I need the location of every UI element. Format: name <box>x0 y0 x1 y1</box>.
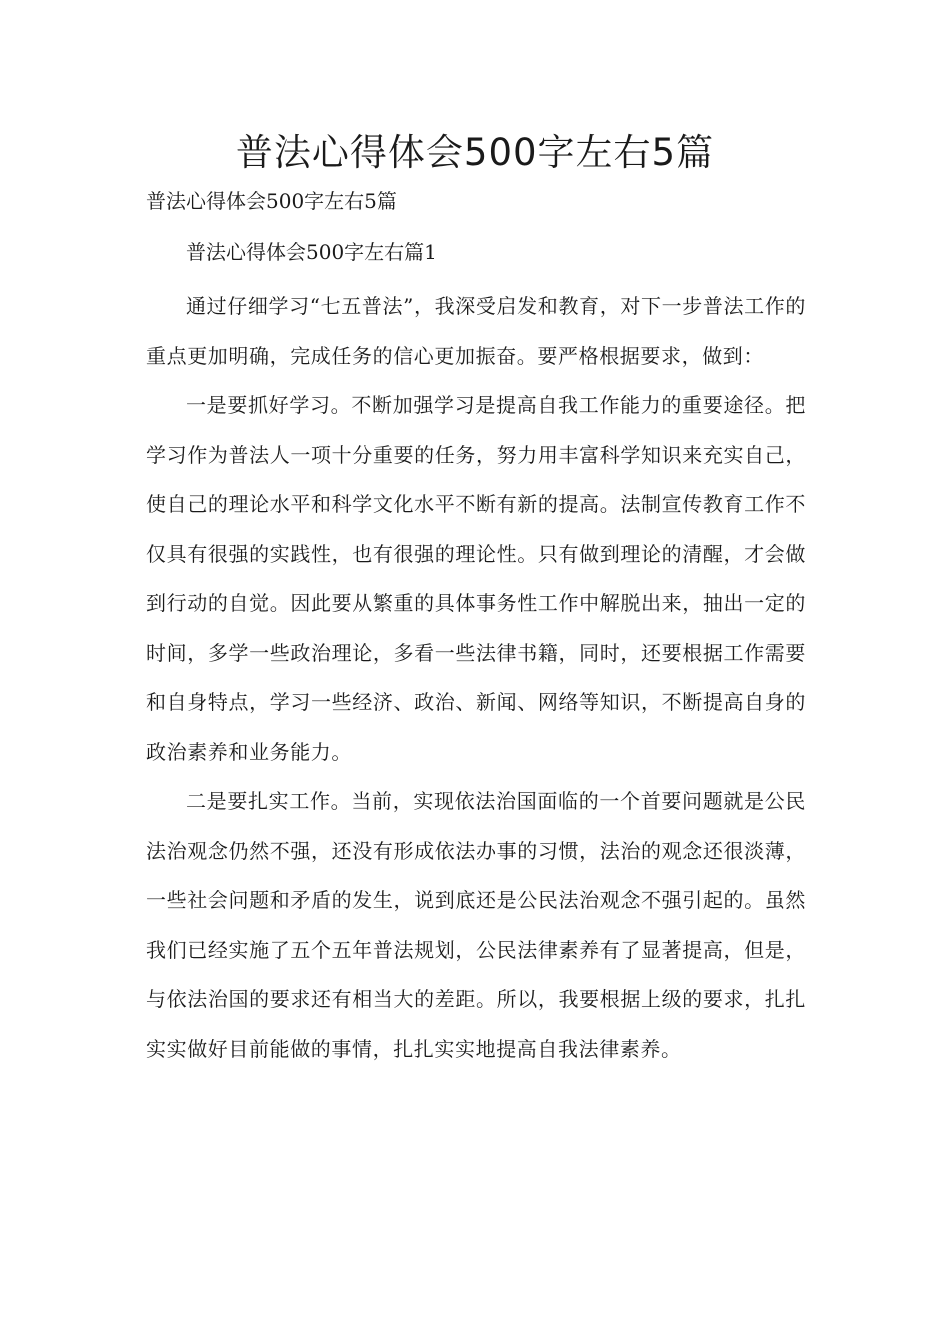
section-heading: 普法心得体会500字左右篇1 <box>186 240 437 264</box>
document-body <box>146 232 806 1074</box>
paragraph-study: 一是要抓好学习。不断加强学习是提高自我工作能力的重要途径。把学习作为普法人一项十分重要的任务，努力用丰富科学知识来充实自己，使自己的理论水平和科学文化水平不断有新的提高。法制宣传教育工作不仅具有很强的实践性，也有很强的理论性。只有做到理论的清醒，才会做到行动的自觉。因此要从繁重的具体事务性工作中解脱出来，抽出一定的时间，多学一些政治理论，多看一些法律书籍，同时，还要根据工作需要和自身特点，学习一些经济、政治、新闻、网络等知识，不断提高自身的政治素养和业务能力。 <box>146 393 806 764</box>
paragraph-work: 二是要扎实工作。当前，实现依法治国面临的一个首要问题就是公民法治观念仍然不强，还没有形成依法办事的习惯，法治的观念还很淡薄，一些社会问题和矛盾的发生，说到底还是公民法治观念不强引起的。虽然我们已经实施了五个五年普法规划，公民法律素养有了显著提高，但是，与依法治国的要求还有相当大的差距。所以，我要根据上级的要求，扎扎实实做好目前能做的事情，扎扎实实地提高自我法律素养。 <box>146 789 806 1061</box>
document-subtitle: 普法心得体会500字左右5篇 <box>146 189 397 213</box>
document-title: 普法心得体会500字左右5篇 <box>235 131 715 174</box>
paragraph-intro: 通过仔细学习“七五普法”，我深受启发和教育，对下一步普法工作的重点更加明确，完成任务的信心更加振奋。要严格根据要求，做到： <box>146 294 806 368</box>
